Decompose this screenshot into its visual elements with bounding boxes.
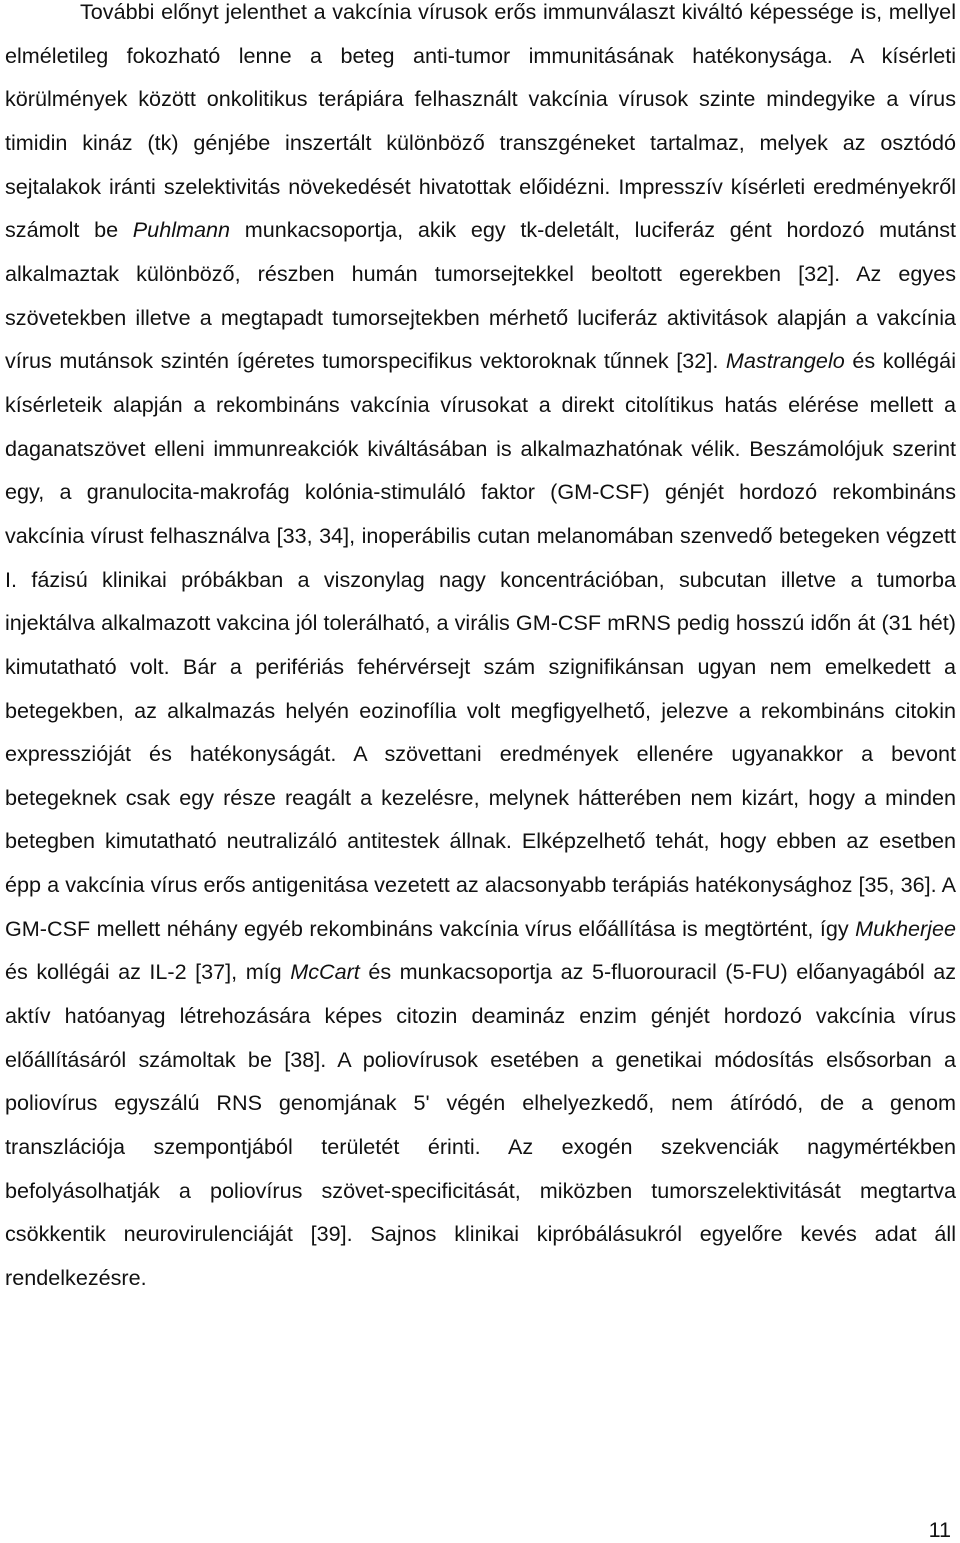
italic-author-name: McCart [290,959,360,985]
text-run: és kollégái az IL-2 [37], míg [5,959,291,985]
text-run: munkacsoportja, akik egy tk-deletált, luciferáz gént hordozó mutánst alkalmaztak különböző, részben humán tumorsejtekkel beoltott egerekben [32]. Az egyes szövetekben illetve a megtapadt tumorsejtekben mérhető luciferáz aktivitások alapján a vakcínia vírus mutánsok szintén ígéretes tumorspecifikus vektoroknak tűnnek [32]. [5,217,956,374]
body-text [5,0,956,1300]
text-run: és munkacsoportja az 5-fluorouracil (5-FU) előanyagából az aktív hatóanyag létrehozására képes citozin deamináz enzim génjét hordozó vakcínia vírus előállításáról számoltak be [38]. A poliovírusok esetében a genetikai módosítás elsősorban a poliovírus egyszálú RNS genomjának 5' végén elhelyezkedő, nem átíródó, de a genom transzlációja szempontjából területét érinti. Az exogén szekvenciák nagymértékben befolyásolhatják a poliovírus szövet-specificitását, miközben tumorszelektivitását megtartva csökkentik neurovirulenciáját [39]. Sajnos klinikai kipróbálásukról egyelőre kevés adat áll rendelkezésre. [5,959,956,1291]
italic-author-name: Mastrangelo [725,348,845,374]
page-number: 11 [928,1517,951,1542]
paragraph [5,0,956,1300]
italic-author-name: Mukherjee [855,915,956,941]
text-run: További előnyt jelenthet a vakcínia vírusok erős immunválaszt kiváltó képessége is, mellyel elméletileg fokozható lenne a beteg anti-tumor immunitásának hatékonysága. A kísérleti körülmények között onkolitikus terápiára felhasznált vakcínia vírusok szinte mindegyike a vírus timidin kináz (tk) génjébe inszertált különböző transzgéneket tartalmaz, melyek az osztódó sejtalakok iránti szelektivitás növekedését hivatottak előidézni. Impresszív kísérleti eredményekről számolt be [5,0,956,243]
italic-author-name: Puhlmann [132,217,231,243]
text-run: és kollégái kísérleteik alapján a rekombináns vakcínia vírusokat a direkt citolítikus hatás elérése mellett a daganatszövet elleni immunreakciók kiváltásában is alkalmazhatónak vélik. Beszámolójuk szerint egy, a granulocita-makrofág kolónia-stimuláló faktor (GM-CSF) génjét hordozó rekombináns vakcínia vírust felhasználva [33, 34], inoperábilis cutan melanomában szenvedő betegeken végzett I. fázisú klinikai próbákban a viszonylag nagy koncentrációban, subcutan illetve a tumorba injektálva alkalmazott vakcina jól tolerálható, a virális GM-CSF mRNS pedig hosszú időn át (31 hét) kimutatható volt. Bár a perifériás fehérvérsejt szám szignifikánsan ugyan nem emelkedett a betegekben, az alkalmazás helyén eozinofília volt megfigyelhető, jelezve a rekombináns citokin expresszióját és hatékonyságát. A szövettani eredmények ellenére ugyanakkor a bevont betegeknek csak egy része reagált a kezelésre, melynek hátterében nem kizárt, hogy a minden betegben kimutatható neutralizáló antitestek állnak. Elképzelhető tehát, hogy ebben az esetben épp a vakcínia vírus erős antigenitása vezetett az alacsonyabb terápiás hatékonysághoz [35, 36]. A GM-CSF mellett néhány egyéb rekombináns vakcínia vírus előállítása is megtörtént, így [5,348,956,941]
